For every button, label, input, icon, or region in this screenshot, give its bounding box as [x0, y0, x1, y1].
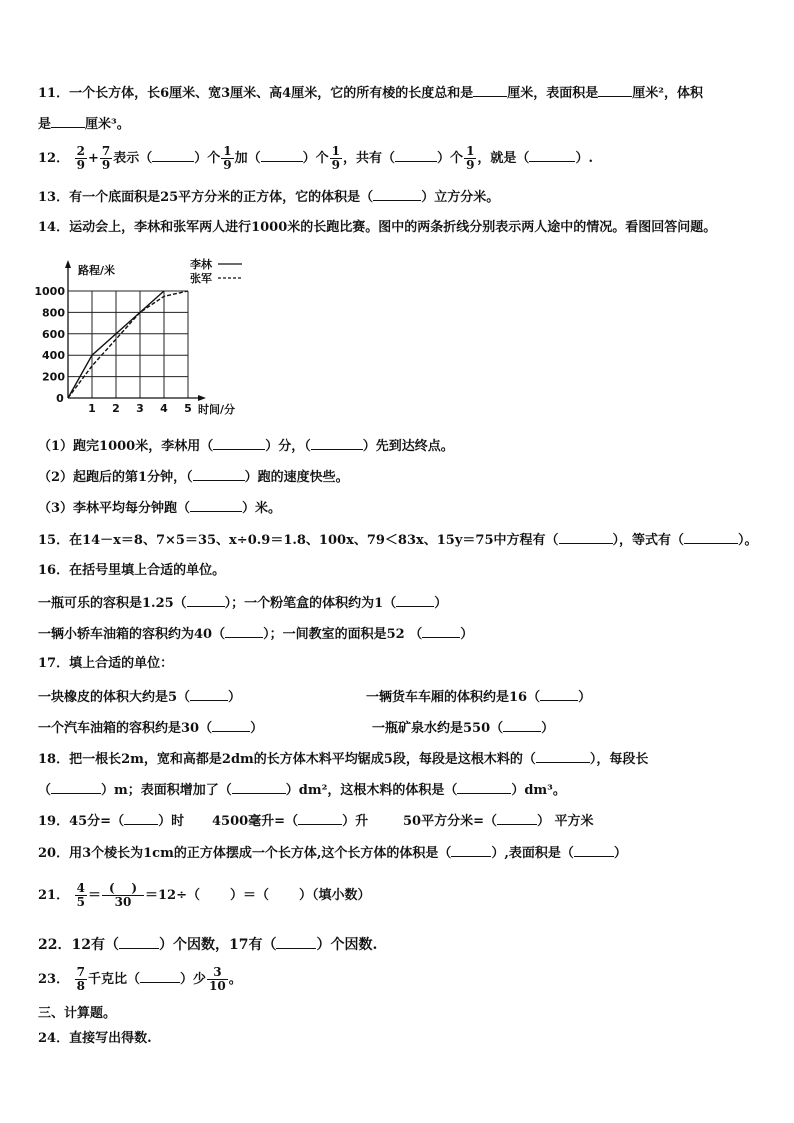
q21-blank-3[interactable] — [269, 887, 299, 899]
y-tick-label: 1000 — [34, 285, 65, 298]
x-axis-label: 时间/分 — [198, 403, 236, 416]
q12-blank-1[interactable] — [152, 149, 194, 162]
q19-blank-3[interactable] — [497, 812, 537, 825]
q12-blank-2[interactable] — [261, 149, 303, 162]
q18-blank-4[interactable] — [457, 781, 511, 794]
q16-blank-1[interactable] — [187, 594, 225, 607]
fraction: $\frac{7}{8}$ — [76, 965, 85, 993]
question-11: 11．一个长方体，长6厘米、宽3厘米、高4厘米，它的所有棱的长度总和是 厘米，表面积是 厘米²，体积 — [38, 86, 703, 101]
y-axis-label: 路程/米 — [78, 264, 116, 277]
question-17-d: 一瓶矿泉水约是550（ ） — [372, 721, 555, 736]
chart-ticks — [34, 285, 191, 415]
x-axis-arrow — [198, 395, 206, 401]
question-21: 21． $\frac{4}{5}$ ＝ $\frac{( )}{30}$ ＝12÷（ ）＝（ ）（填小数） — [38, 881, 371, 909]
fraction: $\frac{1}{9}$ — [223, 144, 232, 172]
fraction: $\frac{7}{9}$ — [101, 144, 111, 172]
x-tick-label: 4 — [160, 402, 168, 415]
question-14-sub-2: （2）起跑后的第1分钟，（ ）跑的速度快些。 — [38, 470, 349, 485]
question-17-a: 一块橡皮的体积大约是5（ ） — [38, 690, 242, 705]
question-14-sub-3: （3）李林平均每分钟跑（ ）米。 — [38, 501, 282, 516]
q17-blank-3[interactable] — [212, 719, 250, 732]
q18-blank-1[interactable] — [536, 750, 590, 763]
question-17: 17．填上合适的单位： — [38, 656, 174, 671]
q16-blank-2[interactable] — [396, 594, 434, 607]
q21-blank-numerator[interactable]: ( ) — [102, 882, 144, 896]
question-16-line-2: 一辆小轿车油箱的容积约为40（ ）；一间教室的面积是52 （ ） — [38, 627, 474, 642]
q20-blank-1[interactable] — [451, 844, 491, 857]
fraction: $\frac{4}{5}$ — [76, 881, 85, 909]
section-3-heading: 三、计算题。 — [38, 1006, 117, 1021]
y-tick-label: 200 — [42, 370, 65, 384]
question-14: 14．运动会上，李林和张军两人进行1000米的长跑比赛。图中的两条折线分别表示两人途中的情况。看图回答问题。 — [38, 220, 717, 235]
chart-series — [68, 291, 188, 398]
question-15: 15．在14－x＝8、7×5＝35、x÷0.9＝1.8、100x、79＜83x、15y＝75中方程有（ ），等式有（ ）。 — [38, 533, 758, 548]
fraction: $\frac{1}{9}$ — [466, 144, 475, 172]
fraction: $\frac{2}{9}$ — [76, 144, 85, 172]
q17-blank-1[interactable] — [190, 688, 228, 701]
chart-legend — [190, 257, 242, 285]
y-tick-label: 400 — [42, 349, 65, 363]
question-11-cont: 是 厘米³。 — [38, 117, 130, 132]
fraction-with-blank[interactable]: $\frac{( )}{30}$ — [102, 882, 144, 909]
line-chart — [34, 252, 268, 422]
question-24: 24．直接写出得数. — [38, 1031, 152, 1046]
legend-label: 张军 — [190, 272, 212, 285]
y-tick-label: 800 — [42, 306, 65, 320]
fraction: $\frac{1}{9}$ — [331, 144, 341, 172]
question-18: 18．把一根长2m，宽和高都是2dm的长方体木料平均锯成5段，每段是这根木料的（ ），每段长 — [38, 752, 649, 767]
fraction: $\frac{3}{10}$ — [209, 965, 226, 993]
question-16-line-1: 一瓶可乐的容积是1.25（ ）；一个粉笔盒的体积约为1（ ） — [38, 596, 448, 611]
question-22: 22．12有（ ）个因数，17有（ ）个因数. — [38, 937, 378, 953]
x-tick-label: 0 — [56, 392, 64, 405]
question-12: 12． $\frac{2}{9}$ + $\frac{7}{9}$ 表示（ ）个 $\frac{1}{9}$ 加（ ）个 $\frac{1}{9}$ ，共有（ ）个 $\frac{1}{9}$ ，就是（ ）. — [38, 144, 593, 172]
question-18-cont: （ ）m；表面积增加了（ ）dm²，这根木料的体积是（ ）dm³。 — [38, 783, 566, 798]
question-19-b: 4500毫升=（ ）升 — [212, 814, 369, 829]
question-19-c: 50平方分米=（ ） 平方米 — [403, 814, 594, 829]
q11-number: 11． — [38, 86, 70, 101]
q14-blank-3[interactable] — [193, 468, 245, 481]
q19-blank-1[interactable] — [124, 812, 158, 825]
question-19: 19．45分=（ ）时 — [38, 814, 185, 829]
y-axis-arrow — [65, 260, 71, 268]
q19-blank-2[interactable] — [298, 812, 342, 825]
q11-blank-2[interactable] — [598, 84, 632, 97]
q18-blank-2[interactable] — [51, 781, 101, 794]
x-tick-label: 2 — [112, 402, 120, 415]
question-16: 16．在括号里填上合适的单位。 — [38, 563, 226, 578]
question-13: 13．有一个底面积是25平方分米的正方体，它的体积是（ ）立方分米。 — [38, 190, 500, 205]
question-17-b: 一辆货车车厢的体积约是16（ ） — [366, 690, 592, 705]
x-tick-label: 1 — [88, 402, 96, 415]
q12-blank-4[interactable] — [529, 149, 575, 162]
series-line-张军 — [68, 291, 188, 398]
y-tick-label: 600 — [42, 327, 65, 341]
q16-blank-4[interactable] — [422, 625, 460, 638]
q11-blank-3[interactable] — [51, 115, 85, 128]
question-14-sub-1: （1）跑完1000米，李林用（ ）分，（ ）先到达终点。 — [38, 439, 454, 454]
legend-label: 李林 — [190, 258, 212, 271]
q20-blank-2[interactable] — [574, 844, 614, 857]
q15-blank-2[interactable] — [684, 531, 738, 544]
question-20: 20．用3个棱长为1cm的正方体摆成一个长方体,这个长方体的体积是（ ）,表面积是（ ） — [38, 846, 627, 861]
q16-blank-3[interactable] — [225, 625, 263, 638]
q14-blank-2[interactable] — [311, 437, 363, 450]
question-17-c: 一个汽车油箱的容积约是30（ ） — [38, 721, 264, 736]
q11-blank-1[interactable] — [473, 84, 507, 97]
q21-blank-2[interactable] — [200, 887, 230, 899]
q22-blank-1[interactable] — [119, 936, 159, 949]
q14-blank-1[interactable] — [213, 437, 265, 450]
q17-blank-2[interactable] — [540, 688, 578, 701]
q17-blank-4[interactable] — [503, 719, 541, 732]
q23-blank[interactable] — [140, 970, 180, 983]
question-23: 23． $\frac{7}{8}$ 千克比（ ）少 $\frac{3}{10}$ 。 — [38, 965, 242, 993]
q14-blank-4[interactable] — [190, 499, 242, 512]
q22-blank-2[interactable] — [276, 936, 316, 949]
chart-grid — [68, 291, 188, 398]
q18-blank-3[interactable] — [232, 781, 286, 794]
q13-blank[interactable] — [373, 188, 421, 201]
q15-blank-1[interactable] — [559, 531, 613, 544]
q12-blank-3[interactable] — [395, 149, 437, 162]
x-tick-label: 3 — [136, 402, 144, 415]
x-tick-label: 5 — [184, 402, 192, 415]
